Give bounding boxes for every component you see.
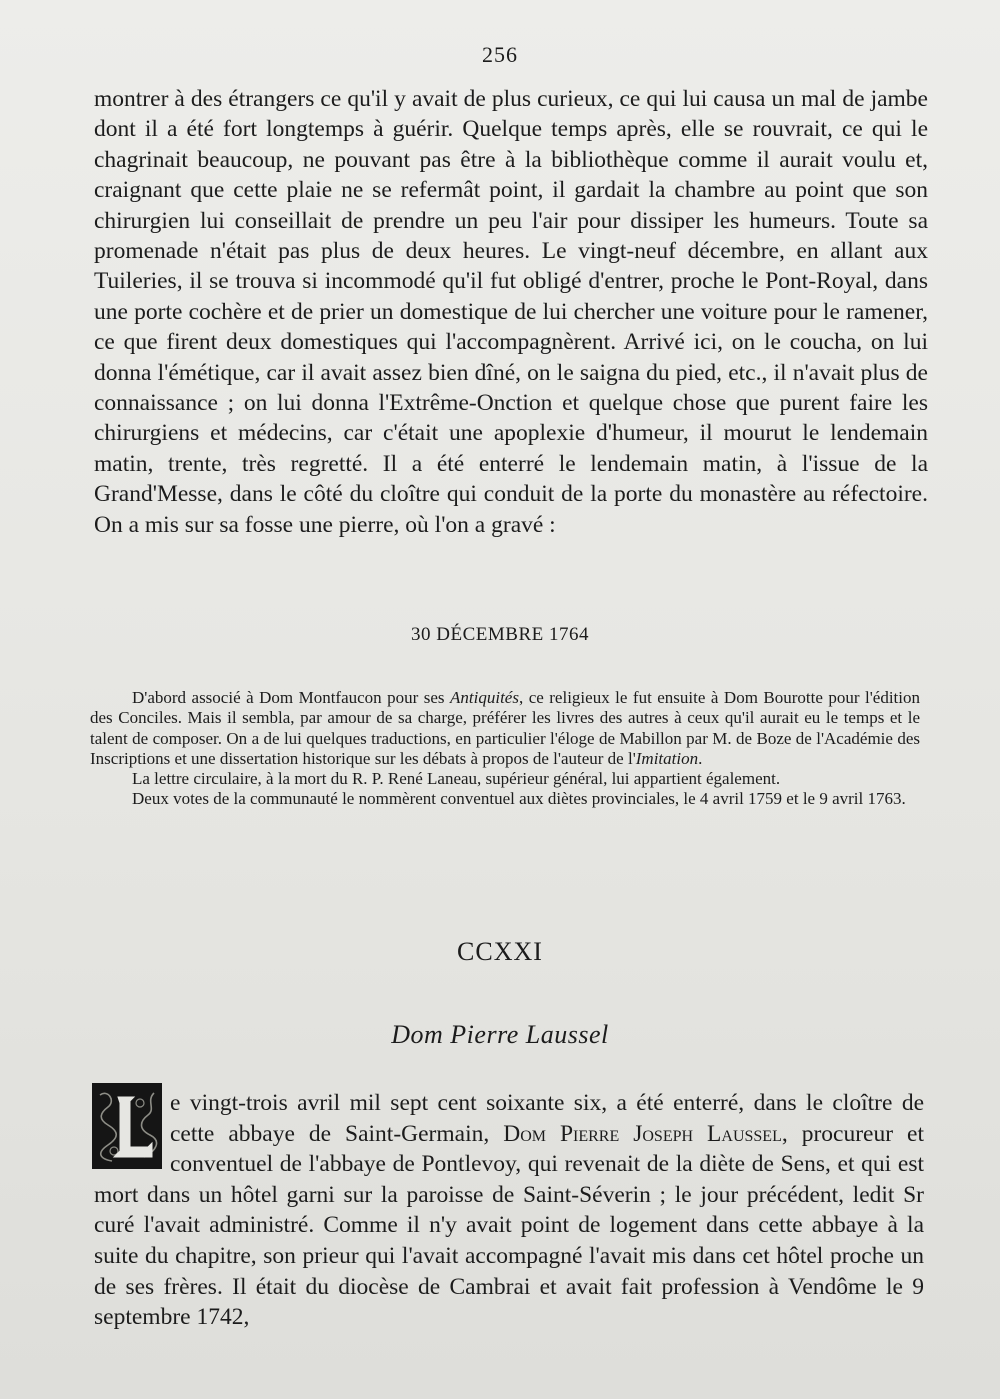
footnotes: [90, 688, 920, 810]
footnote-1-text-b: , ce religieux le fut ensuite à Dom Bourotte pour l'édition des Conciles. Mais il sembla, par amour de sa charge, préférer les livres des autres à ceux qu'il aurait eu le temps et le talent de composer. On a de lui quelques traductions, en particulier l'éloge de Mabillon par M. de Boze de l'Académie des Inscriptions et une dissertation historique sur les débats à propos de l'auteur de l': [90, 688, 920, 768]
previous-entry-text: [94, 84, 928, 540]
entry-text-b: , procureur et conventuel de l'abbaye de Pontlevoy, qui revenait de la diète de Sens, et qui est mort dans un hôtel garni sur la paroisse de Saint-Séverin ; le jour précédent, ledit Sr curé l'avait administré. Comme il n'y avait point de logement dans cette abbaye à la suite du chapitre, son prieur qui l'avait accompagné l'avait mis dans cet hôtel proche un de ses frères. Il était du diocèse de Cambrai et avait fait profession à Vendôme le 9 septembre 1742,: [94, 1120, 924, 1331]
footnote-1-text-a: D'abord associé à Dom Montfaucon pour ses: [132, 688, 451, 707]
footnote-3: Deux votes de la communauté le nommèrent conventuel aux diètes provinciales, le 4 avril 1759 et le 9 avril 1763.: [132, 789, 906, 809]
footnote-2: La lettre circulaire, à la mort du R. P. René Laneau, supérieur général, lui appartient également.: [132, 769, 781, 789]
inscription-date: 30 DÉCEMBRE 1764: [411, 624, 589, 645]
footnote-1-title-imitation: Imitation: [635, 748, 699, 768]
entry-person-name: Dom Pierre Joseph Laussel: [503, 1120, 782, 1147]
entry-text: [94, 1088, 924, 1333]
entry-number: CCXXI: [457, 937, 543, 966]
previous-entry-paragraph: montrer à des étrangers ce qu'il y avait de plus curieux, ce qui lui causa un mal de jambe dont il a été fort longtemps à guérir. Quelque temps après, elle se rouvrait, ce qui le chagrinait beaucoup, ne pouvant pas être à la bibliothèque comme il aurait voulu et, craignant que cette plaie ne se refermât point, il gardait la chambre au point que son chirurgien lui conseillait de prendre un peu l'air pour dissiper les humeurs. Toute sa promenade n'était pas plus de deux heures. Le vingt-neuf décembre, en allant aux Tuileries, il se trouva si incommodé qu'il fut obligé d'entrer, proche le Pont-Royal, dans une porte cochère et de prier un domestique de lui chercher une voiture pour le ramener, ce que firent deux domestiques qui l'accompagnèrent. Arrivé ici, on le coucha, on lui donna l'émétique, car il avait assez bien dîné, on le saigna du pied, etc., il n'avait plus de connaissance ; on lui donna l'Extrême-Onction et quelque chose que purent faire les chirurgiens et médecins, car c'était une apoplexie d'humeur, il mourut le lendemain matin, trente, très regretté. Il a été enterré le lendemain matin, à l'issue de la Grand'Messe, dans le côté du cloître qui conduit de la porte du monastère au réfectoire. On a mis sur sa fosse une pierre, où l'on a gravé :: [94, 86, 928, 538]
entry-name-heading: Dom Pierre Laussel: [391, 1020, 609, 1049]
entry-text-a: e vingt-trois avril mil sept cent soixante six, a été enterré, dans le cloître de cette abbaye de Saint-Germain,: [170, 1090, 924, 1147]
footnote-1-text-end: .: [698, 748, 703, 768]
footnote-1: [90, 688, 920, 769]
footnote-1-title-antiquites: Antiquités: [450, 688, 519, 707]
drop-cap-spacer: [94, 1088, 170, 1176]
page-number: 256: [482, 42, 518, 67]
